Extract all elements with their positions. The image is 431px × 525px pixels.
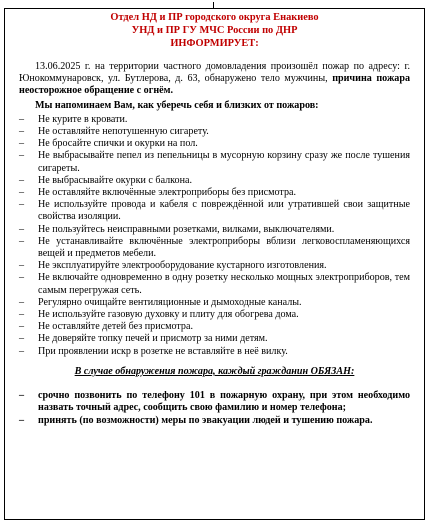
tip-text: Не пользуйтесь неисправными розетками, вилками, выключателями. — [38, 223, 335, 235]
dash-bullet: – — [19, 235, 25, 247]
incident-cause: причина пожара неосторожное обращение с огнём. — [19, 73, 410, 97]
dash-bullet: – — [19, 390, 25, 402]
list-item — [19, 260, 410, 272]
dash-bullet: – — [19, 187, 25, 199]
list-item — [19, 309, 410, 321]
tip-text: Не эксплуатируйте электрооборудование кустарного изготовления. — [38, 260, 327, 272]
dash-bullet: – — [19, 309, 25, 321]
dash-bullet: – — [19, 174, 25, 186]
list-item — [19, 199, 410, 223]
list-item — [19, 126, 410, 138]
dash-bullet: – — [19, 415, 25, 427]
header-department: Отдел НД и ПР городского округа Енакиево — [110, 12, 319, 23]
header-directorate: УНД и ПР ГУ МЧС России по ДНР — [131, 25, 298, 36]
list-item — [19, 114, 410, 126]
tip-text: Не доверяйте топку печей и присмотр за ними детям. — [38, 333, 268, 345]
dash-bullet: – — [19, 199, 25, 211]
reminder-heading: Мы напоминаем Вам, как уберечь себя и близких от пожаров: — [35, 99, 319, 111]
list-item — [19, 297, 410, 309]
list-item — [19, 236, 410, 260]
tip-text: Регулярно очищайте вентиляционные и дымоходные каналы. — [38, 296, 302, 308]
dash-bullet: – — [19, 126, 25, 138]
list-item — [19, 346, 410, 358]
tip-text: Не выбрасывайте окурки с балкона. — [38, 174, 193, 186]
duty-text: принять (по возможности) меры по эвакуации людей и тушению пожара. — [38, 415, 373, 427]
list-item — [19, 333, 410, 345]
tip-text: Не устанавливайте включённые электроприборы вблизи легковоспламеняющихся вещей и предметов мебели. — [38, 235, 410, 260]
list-item — [19, 175, 410, 187]
dash-bullet: – — [19, 150, 25, 162]
dash-bullet: – — [19, 296, 25, 308]
dash-bullet: – — [19, 272, 25, 284]
dash-bullet: – — [19, 345, 25, 357]
duties-list — [19, 390, 410, 428]
obligation-heading: В случае обнаружения пожара, каждый гражданин ОБЯЗАН: — [74, 365, 355, 377]
tip-text: При проявлении искр в розетке не вставляйте в неё вилку. — [38, 345, 288, 357]
dash-bullet: – — [19, 333, 25, 345]
tip-text: Не используйте газовую духовку и плиту для обогрева дома. — [38, 309, 299, 321]
header-informs: ИНФОРМИРУЕТ: — [170, 38, 259, 49]
tip-text: Не оставляйте непотушенную сигарету. — [38, 126, 209, 138]
list-item — [19, 224, 410, 236]
list-item — [19, 390, 410, 414]
tip-text: Не используйте провода и кабеля с повреждённой или утратившей свои защитные свойства изоляции. — [38, 199, 410, 223]
list-item — [19, 187, 410, 199]
safety-tips-list — [19, 114, 410, 358]
dash-bullet: – — [19, 113, 25, 125]
tip-text: Не выбрасывайте пепел из пепельницы в мусорную корзину сразу же после тушения сигареты. — [38, 150, 410, 174]
duty-text: срочно позвонить по телефону 101 в пожарную охрану, при этом необходимо назвать точный адрес, сообщить свою фамилию и номер телефона; — [38, 390, 410, 414]
list-item — [19, 138, 410, 150]
dash-bullet: – — [19, 321, 25, 333]
incident-paragraph — [19, 61, 410, 98]
list-item — [19, 321, 410, 333]
list-item — [19, 272, 410, 296]
tip-text: Не оставляйте детей без присмотра. — [38, 321, 193, 333]
list-item — [19, 150, 410, 174]
tip-text: Не бросайте спички и окурки на пол. — [38, 138, 198, 150]
tip-text: Не оставляйте включённые электроприборы без присмотра. — [38, 187, 297, 199]
dash-bullet: – — [19, 223, 25, 235]
tip-text: Не курите в кровати. — [38, 113, 128, 125]
dash-bullet: – — [19, 260, 25, 272]
incident-text: 13.06.2025 г. на территории частного домовладения произошёл пожар по адресу: г. Юнокоммунаровск, ул. Бутлерова, д. 63, обнаружено тело мужчины, — [19, 61, 410, 85]
notice-page — [4, 8, 425, 520]
tip-text: Не включайте одновременно в одну розетку несколько мощных электроприборов, тем самым перегружая сеть. — [38, 272, 410, 296]
list-item — [19, 415, 410, 427]
dash-bullet: – — [19, 138, 25, 150]
